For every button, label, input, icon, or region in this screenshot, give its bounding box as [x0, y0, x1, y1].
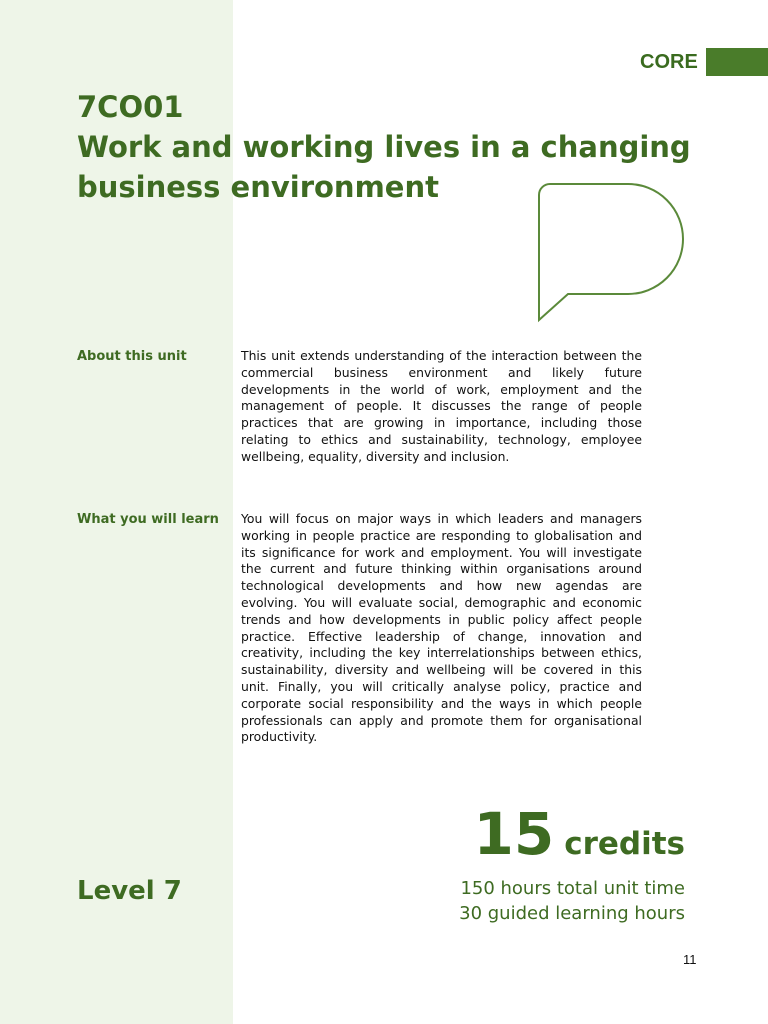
credits-label: credits	[564, 826, 685, 862]
page-number: 11	[683, 952, 697, 967]
learn-label: What you will learn	[77, 512, 219, 527]
guided-hours: 30 guided learning hours	[459, 903, 685, 924]
core-tag: CORE	[640, 51, 698, 73]
unit-code: 7CO01	[77, 90, 184, 124]
speech-bubble-icon	[528, 172, 688, 332]
credits-block	[474, 800, 686, 868]
hours-block	[459, 876, 685, 926]
unit-title-line1: Work and working lives in a changing	[77, 130, 691, 164]
core-bar	[706, 48, 768, 76]
total-hours: 150 hours total unit time	[460, 878, 685, 899]
level-label: Level 7	[77, 876, 182, 906]
credits-value: 15	[473, 800, 555, 868]
learn-text: You will focus on major ways in which leaders and managers working in people practice are responding to globalisation and its significance for work and employment. You will investigate the current and future thinking within organisations around technological developments and how new agendas are evolving. You will evaluate social, demographic and economic trends and how developments in public policy affect people practice. Effective leadership of change, innovation and creativity, including the key interrelationships between ethics, sustainability, diversity and wellbeing will be covered in this unit. Finally, you will critically analyse policy, practice and corporate social responsibility and the ways in which people professionals can apply and promote them for organisational productivity.	[241, 511, 642, 745]
about-text: This unit extends understanding of the interaction between the commercial business environment and likely future developments in the world of work, employment and the management of people. It discusses the range of people practices that are growing in importance, including those relating to ethics and sustainability, technology, employee wellbeing, equality, diversity and inclusion.	[241, 348, 642, 464]
about-label: About this unit	[77, 349, 187, 364]
unit-title-line2: business environment	[77, 170, 439, 204]
